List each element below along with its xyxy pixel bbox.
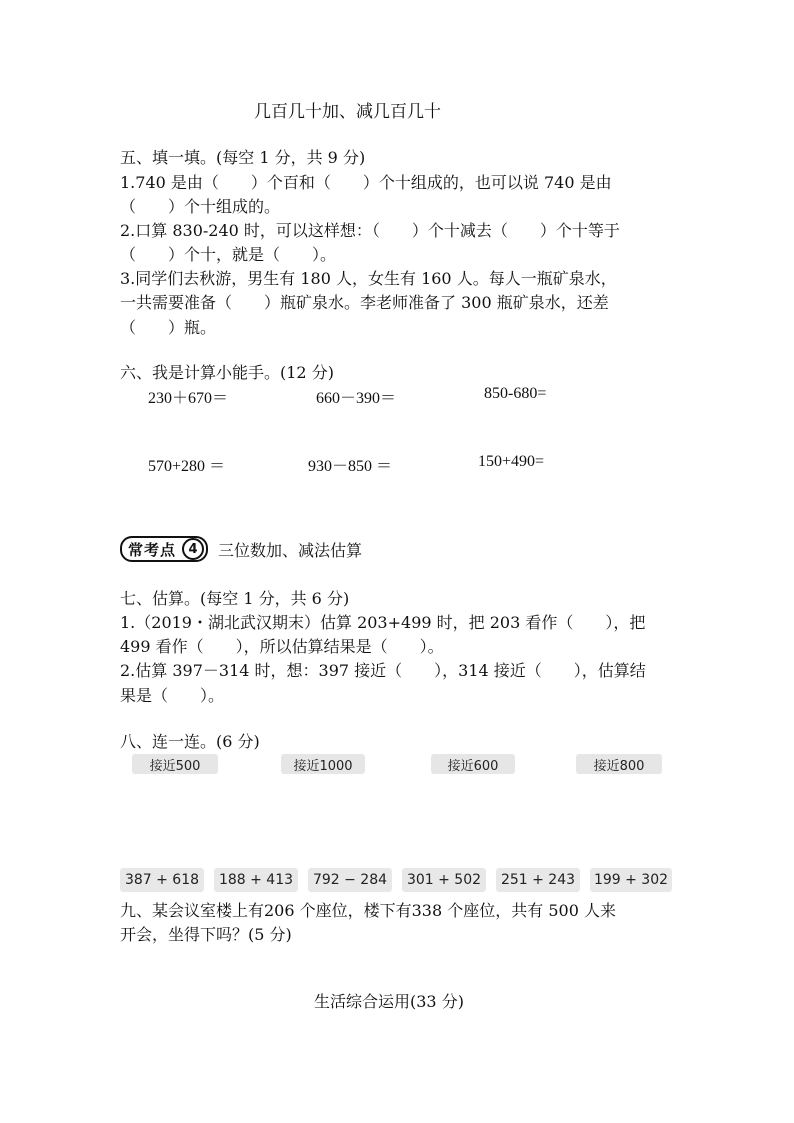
footer-section-title: 生活综合运用(33 分) (314, 992, 464, 1011)
section7-q2-line1: 2.估算 397－314 时，想：397 接近（ ），314 接近（ ），估算结 (120, 661, 646, 680)
expression-chip[interactable]: 301 + 502 (402, 868, 486, 892)
target-chip[interactable]: 接近1000 (281, 754, 365, 774)
expression-chip[interactable]: 188 + 413 (214, 868, 298, 892)
key-point-label: 常考点 (128, 540, 177, 559)
target-chip[interactable]: 接近500 (132, 754, 218, 774)
calc-problem: 150+490= (478, 453, 545, 470)
section5-q2-line1: 2.口算 830-240 时，可以这样想：（ ）个十减去（ ）个十等于 (120, 221, 620, 240)
expression-chip[interactable]: 792 − 284 (308, 868, 392, 892)
section6-heading: 六、我是计算小能手。(12 分) (120, 363, 334, 382)
expression-chip[interactable]: 199 + 302 (590, 868, 672, 892)
expression-chip[interactable]: 387 + 618 (120, 868, 204, 892)
page-title: 几百几十加、减几百几十 (254, 102, 441, 122)
key-point-label-box (120, 536, 208, 562)
expression-chip[interactable]: 251 + 243 (496, 868, 580, 892)
key-point-title: 三位数加、减法估算 (218, 540, 363, 560)
section5-q3-line1: 3.同学们去秋游，男生有 180 人，女生有 160 人。每人一瓶矿泉水， (120, 269, 617, 288)
section5-q2-line2: （ ）个十，就是（ ）。 (120, 245, 337, 264)
key-point-number: 4 (182, 538, 204, 560)
section5-q1-line2: （ ）个十组成的。 (120, 197, 281, 216)
section7-heading: 七、估算。(每空 1 分，共 6 分) (120, 589, 350, 608)
calc-problem: 570+280 ＝ (148, 458, 226, 475)
section9-line1: 九、某会议室楼上有206 个座位，楼下有338 个座位，共有 500 人来 (120, 901, 616, 920)
target-chip[interactable]: 接近600 (431, 754, 515, 774)
section7-q1-line1: 1.（2019・湖北武汉期末）估算 203+499 时，把 203 看作（ ），把 (120, 613, 646, 632)
section5-q3-line3: （ ）瓶。 (120, 318, 217, 337)
section9-line2: 开会，坐得下吗？(5 分) (120, 925, 292, 944)
calc-problem: 660－390＝ (316, 390, 397, 407)
section5-q1-line1: 1.740 是由（ ）个百和（ ）个十组成的，也可以说 740 是由 (120, 173, 612, 192)
section7-q2-line2: 果是（ ）。 (120, 686, 225, 705)
section5-q3-line2: 一共需要准备（ ）瓶矿泉水。李老师准备了 300 瓶矿泉水，还差 (120, 293, 609, 312)
calc-problem: 850-680= (484, 385, 547, 402)
target-chip[interactable]: 接近800 (576, 754, 662, 774)
key-point-badge (120, 537, 362, 561)
section7-q1-line2: 499 看作（ ），所以估算结果是（ ）。 (120, 637, 444, 656)
calc-problem: 930－850 ＝ (308, 458, 393, 475)
section8-heading: 八、连一连。(6 分) (120, 732, 260, 751)
section5-heading: 五、填一填。(每空 1 分，共 9 分) (120, 148, 366, 167)
calc-problem: 230＋670＝ (148, 390, 229, 407)
